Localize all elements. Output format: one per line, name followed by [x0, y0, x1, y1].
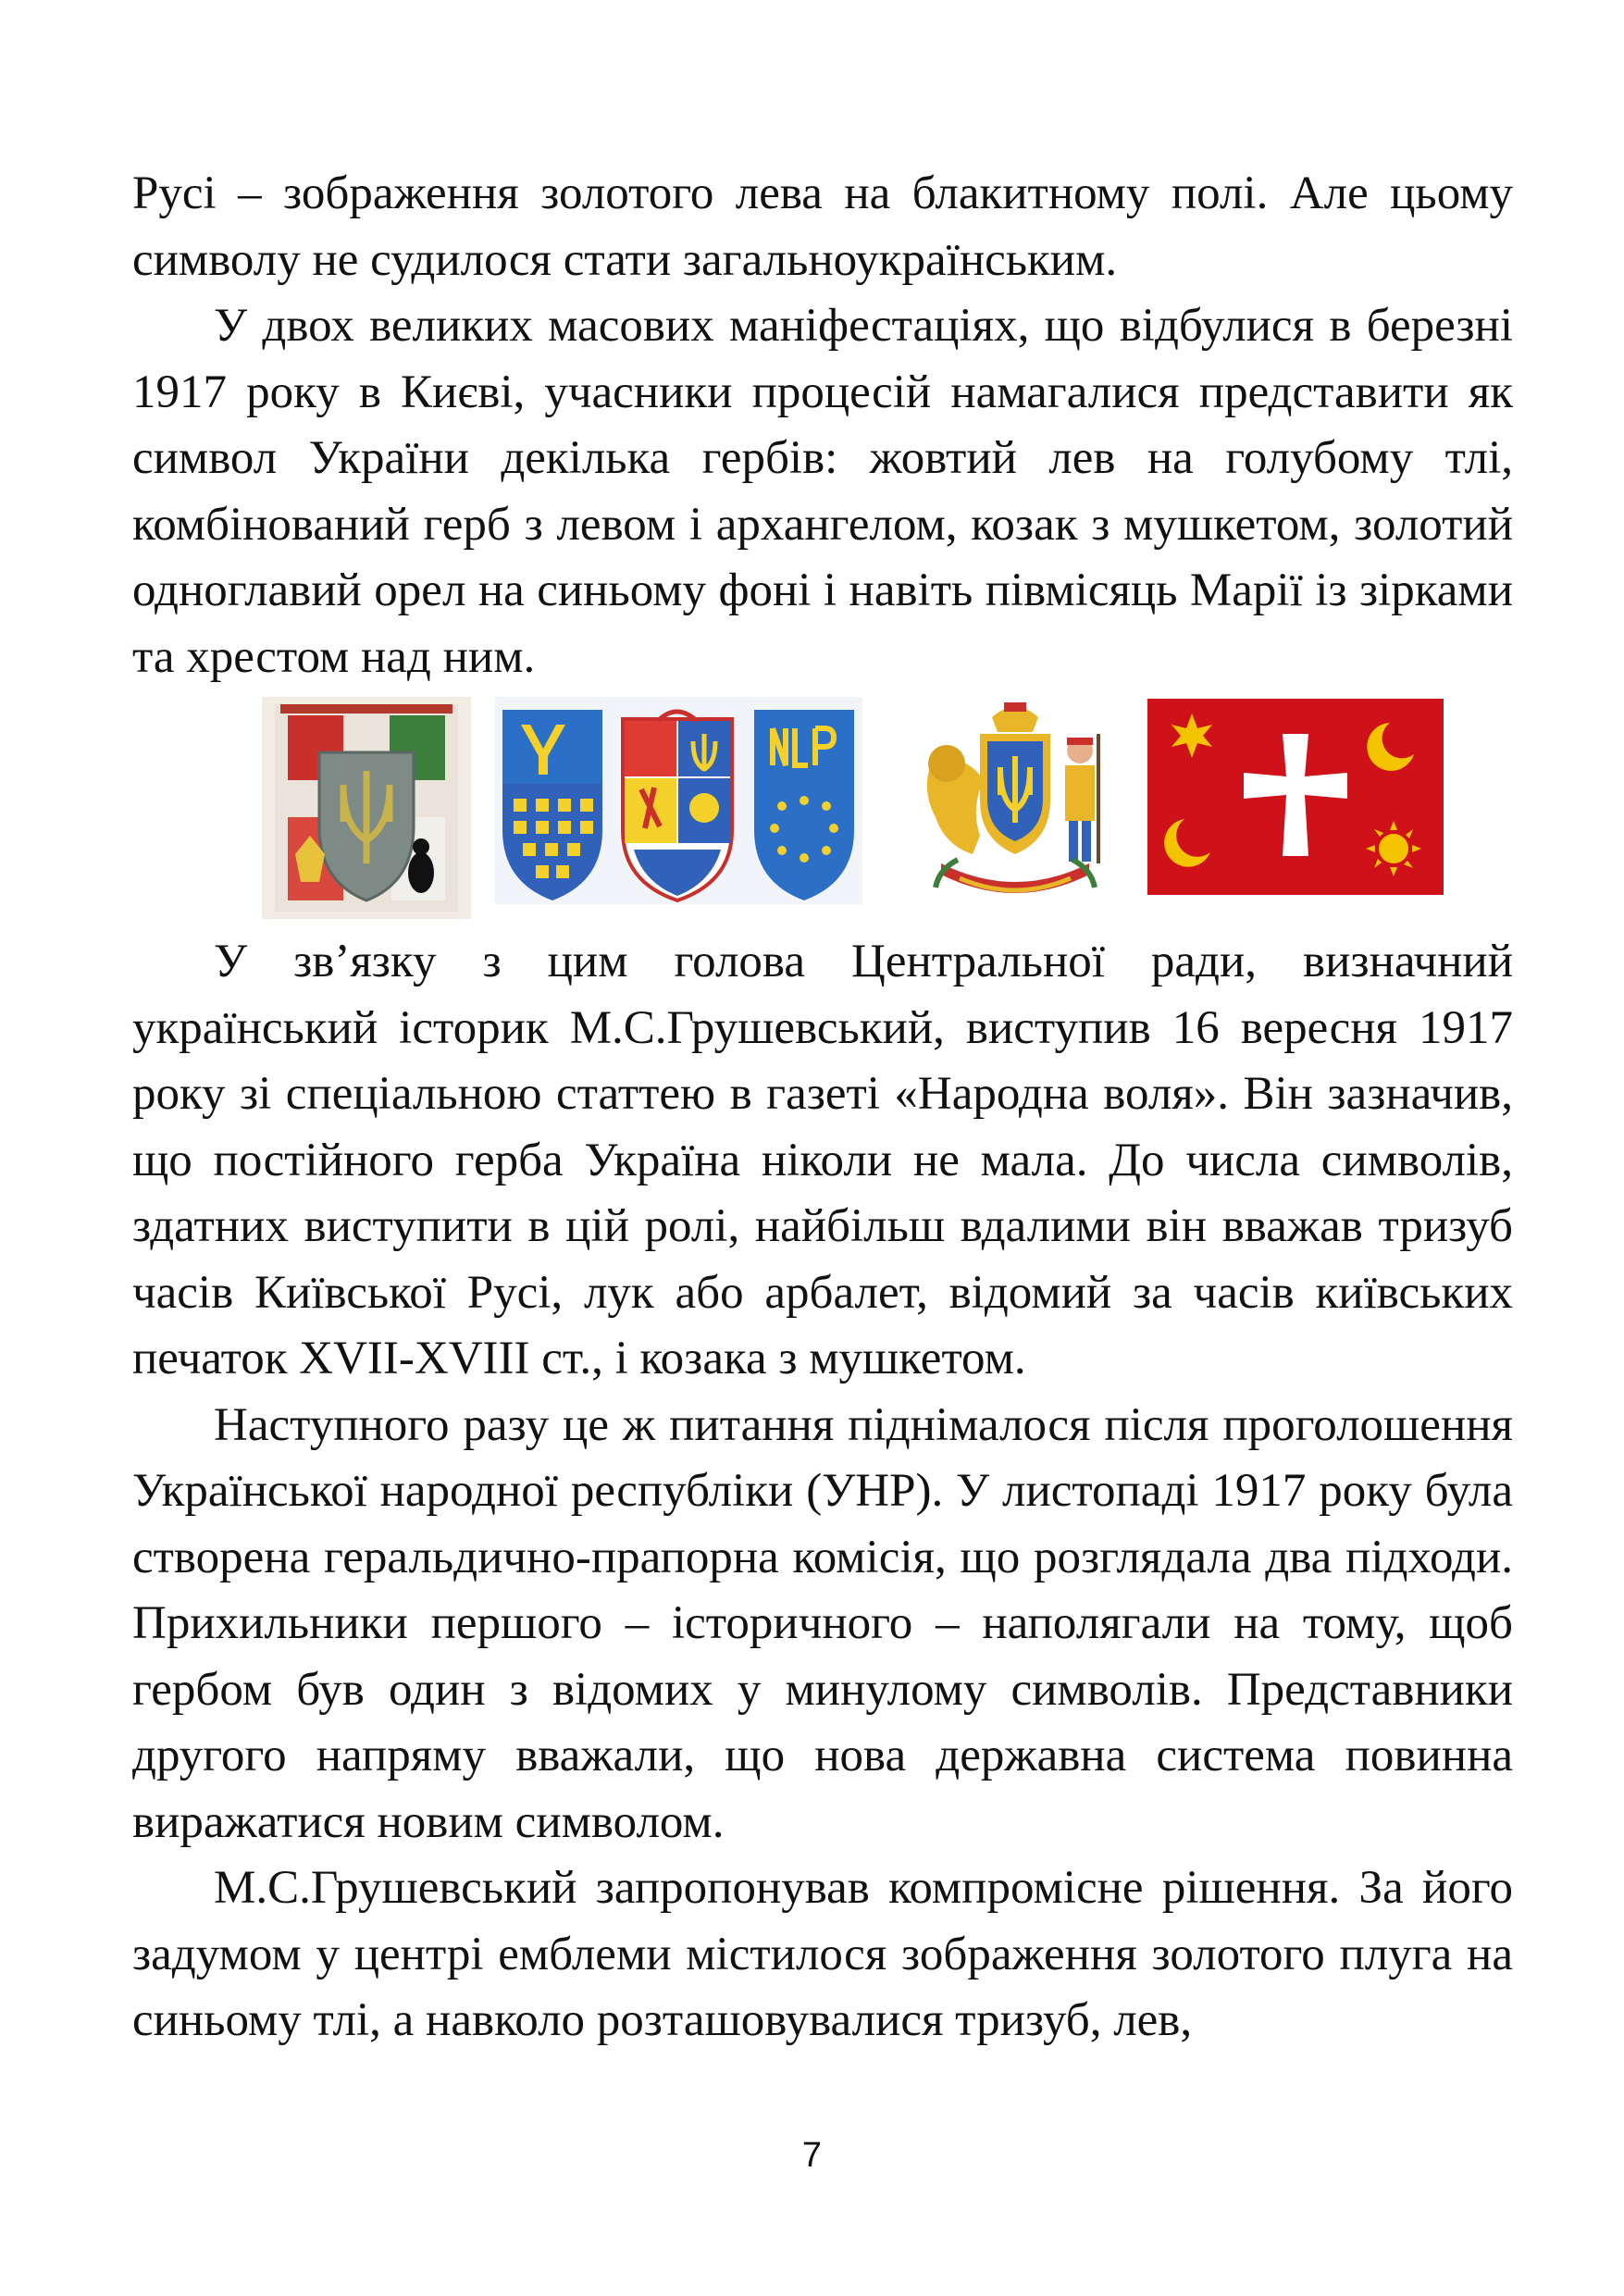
paragraph: У двох великих масових маніфестаціях, що відбулися в березні 1917 року в Києві, учасники процесій намагалися представити як символ України декілька гербів: жовтий лев на голубому тлі, комбінований герб з левом і архангелом, козак з мушкетом, золотий одноглавий орел на синьому фоні і навіть півмісяць Марії із зірками та хрестом над ним.	[132, 300, 1513, 683]
text-block-top	[132, 161, 1513, 690]
paragraph: Наступного разу це ж питання піднімалося після проголошення Української народної республіки (УНР). У листопаді 1917 року була створена геральдично-прапорна комісія, що розглядала два підходи. Прихильники першого – історичного – наполягали на тому, щоб гербом був один з відомих у минулому символів. Представники другого напряму вважали, що нова державна система повинна виражатися новим символом.	[132, 1398, 1513, 1848]
page-number: 7	[801, 2136, 823, 2175]
composite-arms-trident-lion-icon	[262, 697, 471, 919]
paragraph: Русі – зображення золотого лева на блакитному полі. Але цьому символу не судилося стати загальноукраїнським.	[132, 168, 1513, 286]
three-shields-arms-icon	[495, 697, 862, 904]
paragraph: М.С.Грушевський запропонував компромісне рішення. За його задумом у центрі емблеми містилося зображення золотого плуга на синьому тлі, а навколо розташовувалися тризуб, лев,	[132, 1862, 1513, 2046]
great-coat-of-arms-unr-icon	[904, 697, 1126, 905]
image-row	[0, 697, 1624, 924]
red-flag-cross-crescents-star-sun-icon	[1147, 699, 1444, 895]
paragraph: У зв’язку з цим голова Центральної ради, визначний український історик М.С.Грушевський, виступив 16 вересня 1917 року зі спеціальною статтею в газеті «Народна воля». Він зазначив, що постійного герба Україна ніколи не мала. До числа символів, здатних виступити в цій ролі, найбільш вдалими він вважав тризуб часів Київської Русі, лук або арбалет, відомий за часів київських печаток XVII-XVIII ст., і козака з мушкетом.	[132, 936, 1513, 1384]
text-block-bottom	[132, 929, 1513, 2054]
